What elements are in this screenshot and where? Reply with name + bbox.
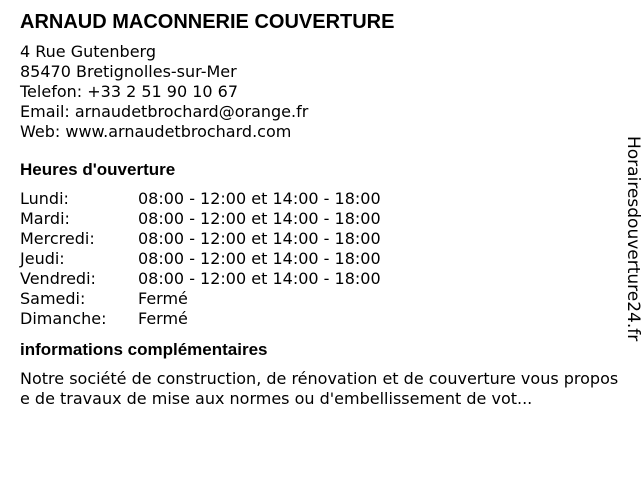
hours-time: 08:00 - 12:00 et 14:00 - 18:00	[138, 189, 381, 208]
hours-time: 08:00 - 12:00 et 14:00 - 18:00	[138, 269, 381, 288]
contact-block	[20, 42, 620, 142]
hours-day: Mardi:	[20, 209, 70, 228]
hours-row	[20, 229, 620, 249]
opening-hours-heading: Heures d'ouverture	[20, 160, 176, 179]
hours-day: Jeudi:	[20, 249, 65, 268]
email-line: Email: arnaudetbrochard@orange.fr	[20, 102, 309, 121]
hours-day: Dimanche:	[20, 309, 107, 328]
hours-row	[20, 289, 620, 309]
phone-line: Telefon: +33 2 51 90 10 67	[20, 82, 239, 101]
hours-time: 08:00 - 12:00 et 14:00 - 18:00	[138, 249, 381, 268]
additional-info-text: Notre société de construction, de rénovation et de couverture vous propose de travaux de mise aux normes ou d'embellissement de vot...	[20, 369, 619, 408]
address-city: 85470 Bretignolles-sur-Mer	[20, 62, 237, 81]
hours-time: 08:00 - 12:00 et 14:00 - 18:00	[138, 209, 381, 228]
hours-day: Mercredi:	[20, 229, 95, 248]
hours-day: Samedi:	[20, 289, 86, 308]
additional-info-heading: informations complémentaires	[20, 340, 268, 359]
hours-time: Fermé	[138, 309, 188, 328]
hours-time: 08:00 - 12:00 et 14:00 - 18:00	[138, 229, 381, 248]
address-street: 4 Rue Gutenberg	[20, 42, 156, 61]
hours-day: Lundi:	[20, 189, 69, 208]
opening-hours-table	[20, 189, 620, 329]
web-line: Web: www.arnaudetbrochard.com	[20, 122, 292, 141]
business-name: ARNAUD MACONNERIE COUVERTURE	[20, 11, 395, 33]
hours-row	[20, 309, 620, 329]
vertical-brand-watermark: Horairesdouverture24.fr	[623, 136, 643, 342]
hours-day: Vendredi:	[20, 269, 96, 288]
hours-row	[20, 189, 620, 209]
hours-row	[20, 249, 620, 269]
business-card	[20, 8, 620, 409]
hours-row	[20, 209, 620, 229]
hours-time: Fermé	[138, 289, 188, 308]
hours-row	[20, 269, 620, 289]
